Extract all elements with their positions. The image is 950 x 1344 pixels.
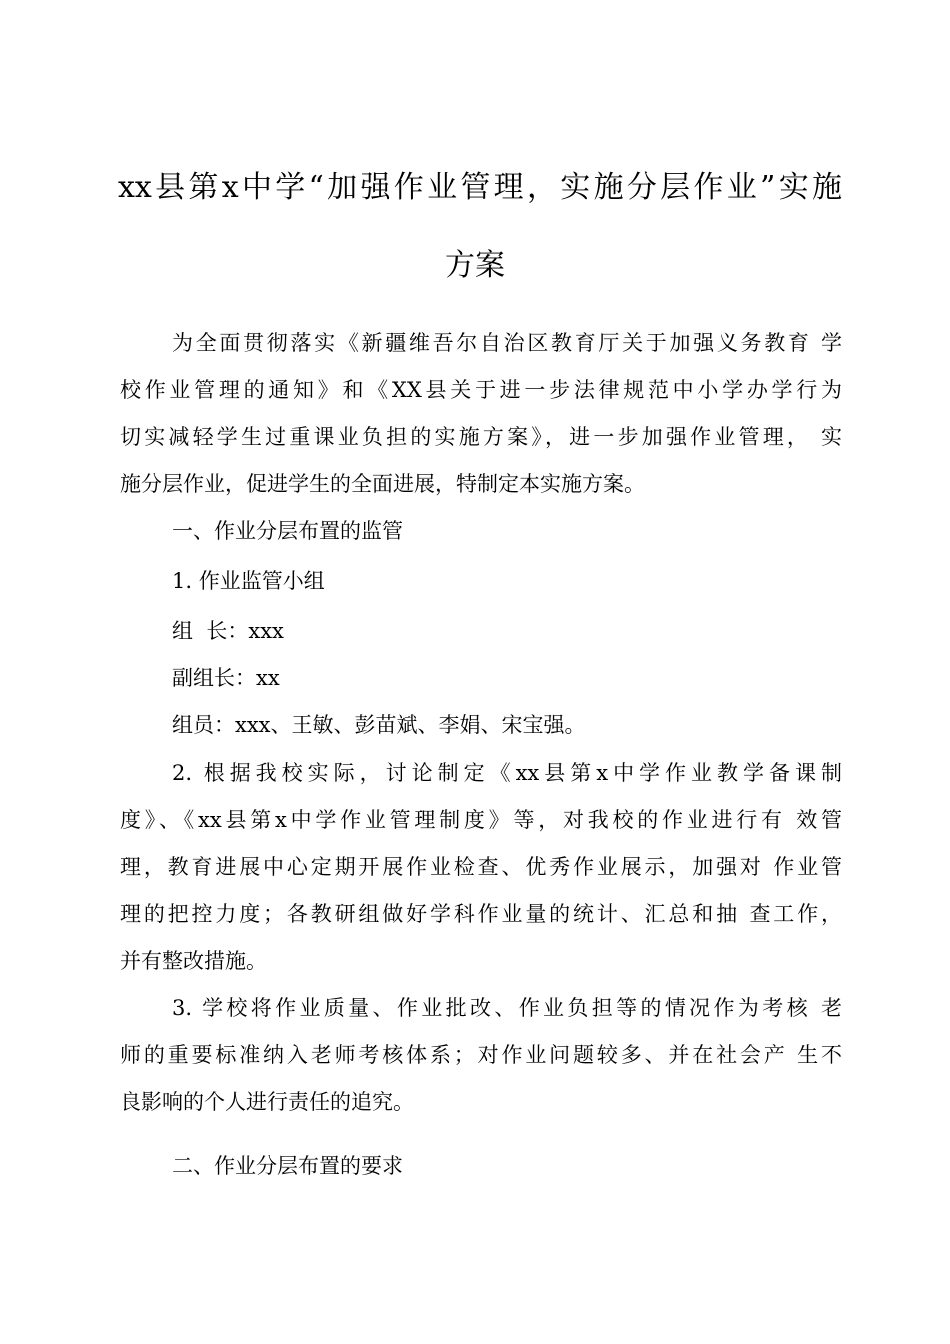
intro-line: 施分层作业，促进学生的全面进展，特制定本实施方案。 — [120, 472, 645, 496]
item-3-line: 师的重要标准纳入老师考核体系；对作业问题较多、并在社会产 生不 — [120, 1043, 842, 1067]
group-leader: 组 长：xxx — [172, 619, 284, 643]
item-1-heading: 1. 作业监管小组 — [172, 569, 325, 593]
item-2-line: 并有整改措施。 — [120, 949, 267, 973]
document-title-line-1: xx县第x中学“加强作业管理，实施分层作业”实施 — [118, 170, 842, 205]
item-2-line: 2. 根据我校实际，讨论制定《xx县第x中学作业教学备课制 — [172, 761, 842, 785]
deputy-block — [120, 655, 842, 702]
item-2-line: 度》、《xx县第x中学作业管理制度》等，对我校的作业进行有 效管 — [120, 808, 842, 832]
intro-line: 校作业管理的通知》和《XX县关于进一步法律规范中小学办学行为 — [120, 378, 842, 402]
item-3-line: 良影响的个人进行责任的追究。 — [120, 1090, 414, 1114]
intro-paragraph — [120, 320, 842, 508]
document-title-line-2: 方案 — [445, 248, 505, 283]
section-2-heading: 二、作业分层布置的要求 — [172, 1154, 403, 1178]
item-3-line: 3. 学校将作业质量、作业批改、作业负担等的情况作为考核 老 — [172, 996, 842, 1020]
item-2-line: 理的把控力度；各教研组做好学科作业量的统计、汇总和抽 查工作， — [120, 902, 842, 926]
item-2-paragraph — [120, 750, 842, 985]
group-members: 组员：xxx、王敏、彭苗斌、李娟、宋宝强。 — [172, 713, 586, 737]
intro-line: 切实减轻学生过重课业负担的实施方案》，进一步加强作业管理， 实 — [120, 425, 842, 449]
members-block — [120, 702, 842, 749]
deputy-leader: 副组长：xx — [172, 666, 280, 690]
item-2-line: 理，教育进展中心定期开展作业检查、优秀作业展示，加强对 作业管 — [120, 855, 842, 879]
intro-line: 为全面贯彻落实《新疆维吾尔自治区教育厅关于加强义务教育 学 — [172, 331, 842, 355]
section-1-heading: 一、作业分层布置的监管 — [172, 519, 403, 543]
section-1-heading-block — [120, 508, 842, 555]
item-1-block — [120, 558, 842, 605]
section-2-heading-block — [120, 1143, 842, 1190]
item-3-paragraph — [120, 985, 842, 1126]
leader-block — [120, 608, 842, 655]
